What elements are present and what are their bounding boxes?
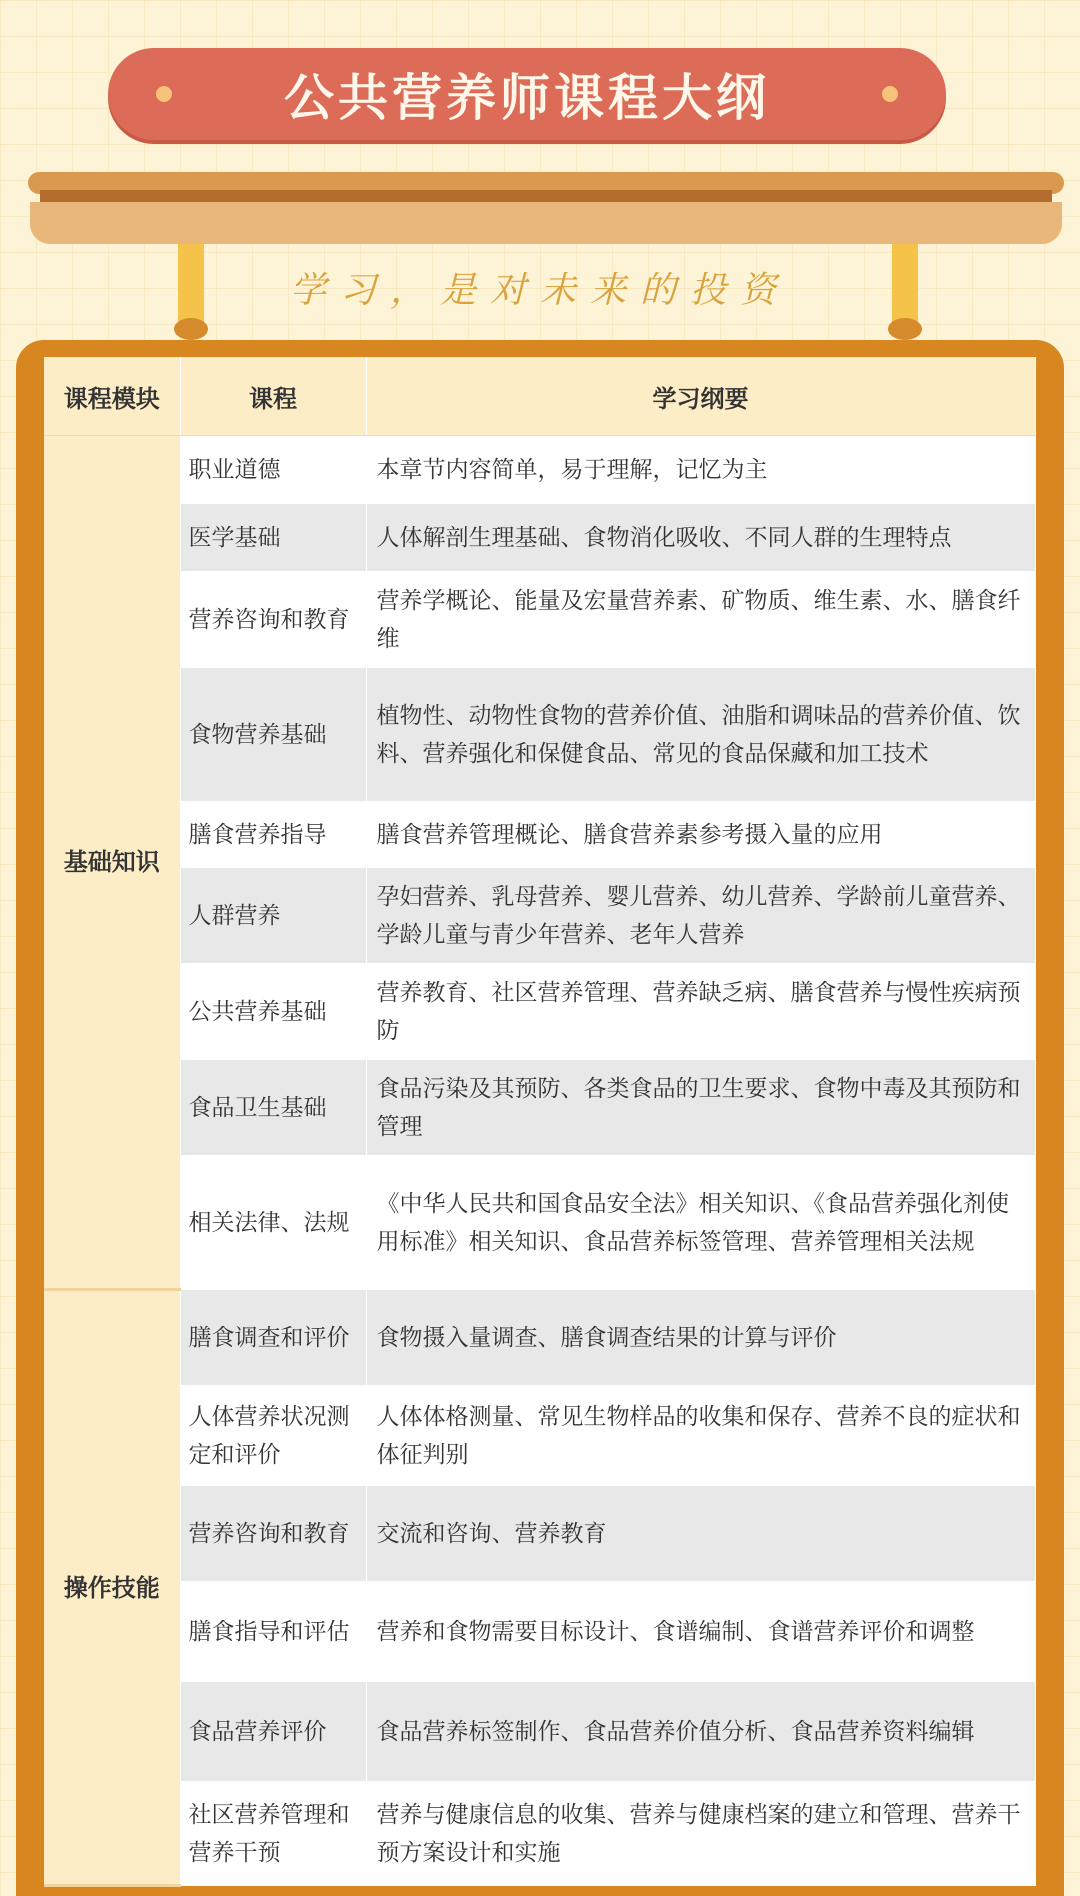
course-cell: 食品卫生基础 xyxy=(180,1060,366,1156)
table-row xyxy=(44,802,1035,868)
outline-cell: 营养和食物需要目标设计、食谱编制、食谱营养评价和调整 xyxy=(366,1582,1035,1682)
table-row xyxy=(44,1156,1035,1290)
header-module: 课程模块 xyxy=(44,357,180,436)
course-cell: 职业道德 xyxy=(180,436,366,504)
outline-cell: 本章节内容简单，易于理解，记忆为主 xyxy=(366,436,1035,504)
outline-cell: 交流和咨询、营养教育 xyxy=(366,1486,1035,1582)
table-row xyxy=(44,868,1035,964)
table-row xyxy=(44,1290,1035,1386)
table-row xyxy=(44,668,1035,802)
post-knob-right xyxy=(888,318,922,340)
course-cell: 人体营养状况测定和评价 xyxy=(180,1386,366,1486)
syllabus-table xyxy=(44,357,1036,1887)
course-cell: 相关法律、法规 xyxy=(180,1156,366,1290)
shelf-bottom xyxy=(30,202,1062,244)
outline-cell: 《中华人民共和国食品安全法》相关知识、《食品营养强化剂使用标准》相关知识、食品营养标签管理、营养管理相关法规 xyxy=(366,1156,1035,1290)
outline-cell: 营养教育、社区营养管理、营养缺乏病、膳食营养与慢性疾病预防 xyxy=(366,964,1035,1060)
table-row xyxy=(44,504,1035,572)
module-cell: 基础知识 xyxy=(44,436,180,1290)
course-cell: 膳食营养指导 xyxy=(180,802,366,868)
outline-cell: 膳食营养管理概论、膳食营养素参考摄入量的应用 xyxy=(366,802,1035,868)
slogan: 学习，是对未来的投资 xyxy=(289,270,790,311)
outline-cell: 人体解剖生理基础、食物消化吸收、不同人群的生理特点 xyxy=(366,504,1035,572)
course-cell: 膳食指导和评估 xyxy=(180,1582,366,1682)
header-outline: 学习纲要 xyxy=(366,357,1035,436)
outline-cell: 食物摄入量调查、膳食调查结果的计算与评价 xyxy=(366,1290,1035,1386)
course-cell: 膳食调查和评价 xyxy=(180,1290,366,1386)
module-cell: 操作技能 xyxy=(44,1290,180,1886)
table-row xyxy=(44,1060,1035,1156)
header-course: 课程 xyxy=(180,357,366,436)
course-cell: 营养咨询和教育 xyxy=(180,572,366,668)
outline-cell: 孕妇营养、乳母营养、婴儿营养、幼儿营养、学龄前儿童营养、学龄儿童与青少年营养、老年人营养 xyxy=(366,868,1035,964)
table-row xyxy=(44,1486,1035,1582)
title-banner xyxy=(108,48,946,140)
page-title: 公共营养师课程大纲 xyxy=(284,69,770,127)
decor-dot-left xyxy=(156,86,172,102)
outline-cell: 人体体格测量、常见生物样品的收集和保存、营养不良的症状和体征判别 xyxy=(366,1386,1035,1486)
post-knob-left xyxy=(174,318,208,340)
course-cell: 食物营养基础 xyxy=(180,668,366,802)
course-cell: 食品营养评价 xyxy=(180,1682,366,1782)
course-cell: 医学基础 xyxy=(180,504,366,572)
table-row xyxy=(44,436,1035,504)
outline-cell: 植物性、动物性食物的营养价值、油脂和调味品的营养价值、饮料、营养强化和保健食品、常见的食品保藏和加工技术 xyxy=(366,668,1035,802)
table-row xyxy=(44,964,1035,1060)
table-row xyxy=(44,1782,1035,1886)
course-cell: 人群营养 xyxy=(180,868,366,964)
decor-dot-right xyxy=(882,86,898,102)
outline-cell: 营养学概论、能量及宏量营养素、矿物质、维生素、水、膳食纤维 xyxy=(366,572,1035,668)
table-row xyxy=(44,1386,1035,1486)
outline-cell: 食品营养标签制作、食品营养价值分析、食品营养资料编辑 xyxy=(366,1682,1035,1782)
outline-cell: 食品污染及其预防、各类食品的卫生要求、食物中毒及其预防和管理 xyxy=(366,1060,1035,1156)
table-row xyxy=(44,1582,1035,1682)
course-cell: 社区营养管理和营养干预 xyxy=(180,1782,366,1886)
table-row xyxy=(44,572,1035,668)
course-cell: 营养咨询和教育 xyxy=(180,1486,366,1582)
table-row xyxy=(44,1682,1035,1782)
outline-cell: 营养与健康信息的收集、营养与健康档案的建立和管理、营养干预方案设计和实施 xyxy=(366,1782,1035,1886)
course-cell: 公共营养基础 xyxy=(180,964,366,1060)
syllabus-table-wrap xyxy=(44,357,1035,1885)
table-header-row xyxy=(44,357,1035,436)
